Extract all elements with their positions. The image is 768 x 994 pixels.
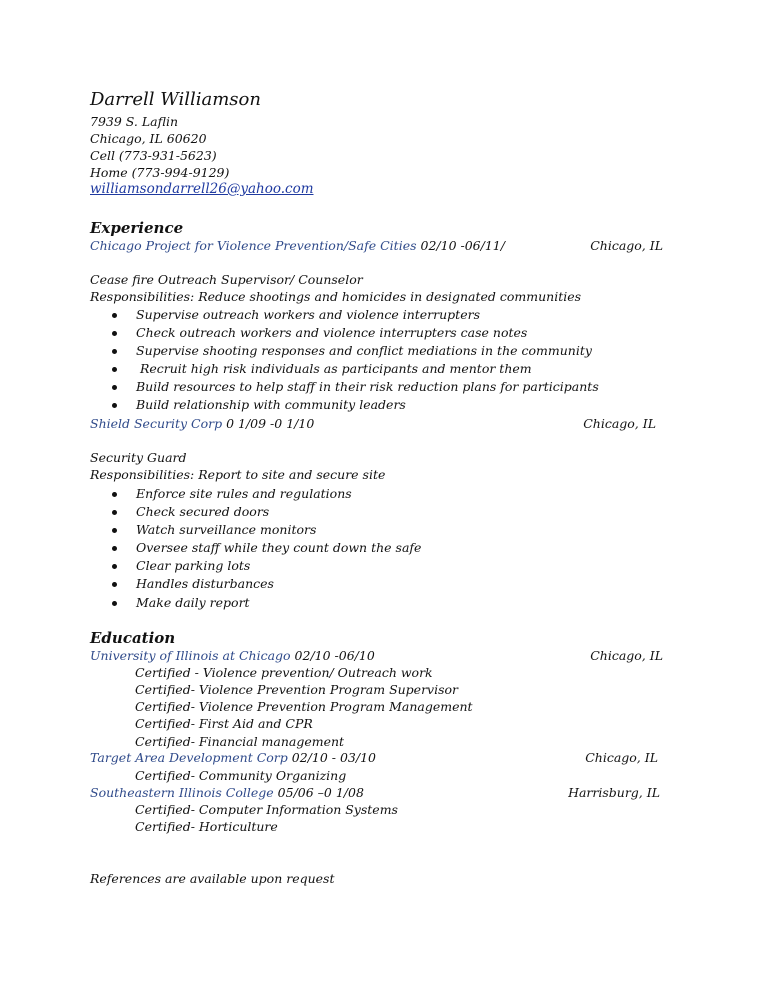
school-2-dates: 02/10 - 03/10 xyxy=(291,750,376,765)
school-3-header xyxy=(90,785,364,800)
home-phone: Home (773-994-9129) xyxy=(90,165,230,180)
bullet-icon xyxy=(112,510,117,515)
bullet-icon xyxy=(112,546,117,551)
school-2-header xyxy=(90,750,376,765)
job-1-bullet-list xyxy=(108,306,599,415)
bullet-icon xyxy=(112,528,117,533)
certification-item: Certified- Computer Information Systems xyxy=(135,802,398,817)
list-item xyxy=(108,521,421,539)
education-heading: Education xyxy=(90,629,176,647)
list-item-text: Check secured doors xyxy=(136,504,270,520)
certification-item: Certified- Community Organizing xyxy=(135,768,347,783)
list-item xyxy=(108,360,599,378)
list-item xyxy=(108,378,599,396)
bullet-icon xyxy=(112,601,117,606)
list-item-text: Make daily report xyxy=(136,594,250,610)
list-item-text: Check outreach workers and violence interrupters case notes xyxy=(136,325,528,341)
school-2-org: Target Area Development Corp xyxy=(90,750,288,765)
list-item-text: Clear parking lots xyxy=(136,558,251,574)
bullet-icon xyxy=(112,582,117,587)
bullet-icon xyxy=(112,492,117,497)
certification-item: Certified- Horticulture xyxy=(135,819,278,834)
certification-item: Certified- Violence Prevention Program Supervisor xyxy=(135,682,459,697)
list-item xyxy=(108,557,421,575)
school-1-dates: 02/10 -06/10 xyxy=(294,648,375,663)
school-3-org: Southeastern Illinois College xyxy=(90,785,274,800)
bullet-icon xyxy=(112,385,117,390)
job-2-responsibilities: Responsibilities: Report to site and secure site xyxy=(90,467,386,482)
school-3-dates: 05/06 –0 1/08 xyxy=(277,785,364,800)
certification-item: Certified- First Aid and CPR xyxy=(135,716,313,731)
list-item-text: Build resources to help staff in their risk reduction plans for participants xyxy=(136,379,599,395)
school-1-location: Chicago, IL xyxy=(590,648,663,663)
list-item-text: Recruit high risk individuals as participants and mentor them xyxy=(136,361,532,377)
school-2-location: Chicago, IL xyxy=(585,750,658,765)
list-item-text: Watch surveillance monitors xyxy=(136,522,317,538)
list-item xyxy=(108,396,599,414)
job-2-dates: 0 1/09 -0 1/10 xyxy=(226,416,315,431)
job-1-org: Chicago Project for Violence Prevention/Safe Cities xyxy=(90,238,417,253)
certification-item: Certified- Financial management xyxy=(135,734,345,749)
list-item xyxy=(108,594,421,612)
job-2-bullet-list xyxy=(108,485,421,612)
list-item-text: Oversee staff while they count down the safe xyxy=(136,540,422,556)
job-1-responsibilities: Responsibilities: Reduce shootings and homicides in designated communities xyxy=(90,289,582,304)
school-3-location: Harrisburg, IL xyxy=(568,785,660,800)
list-item-text: Supervise shooting responses and conflict mediations in the community xyxy=(136,343,592,359)
list-item-text: Handles disturbances xyxy=(136,576,274,592)
address-line-1: 7939 S. Laflin xyxy=(90,114,178,129)
certification-item: Certified- Violence Prevention Program Management xyxy=(135,699,473,714)
job-2-header xyxy=(90,416,314,431)
list-item-text: Enforce site rules and regulations xyxy=(136,486,352,501)
job-1-header xyxy=(90,238,505,253)
list-item xyxy=(108,324,599,342)
job-2-title: Security Guard xyxy=(90,450,187,465)
job-1-dates: 02/10 -06/11/ xyxy=(420,238,505,253)
school-1-header xyxy=(90,648,375,663)
references-note: References are available upon request xyxy=(90,871,335,886)
job-2-org: Shield Security Corp xyxy=(90,416,223,431)
list-item xyxy=(108,342,599,360)
cell-phone: Cell (773-931-5623) xyxy=(90,148,217,163)
list-item xyxy=(108,503,421,521)
list-item xyxy=(108,539,421,557)
bullet-icon xyxy=(112,349,117,354)
bullet-icon xyxy=(112,403,117,408)
list-item-text: Supervise outreach workers and violence interrupters xyxy=(136,307,480,322)
bullet-icon xyxy=(112,564,117,569)
school-1-org: University of Illinois at Chicago xyxy=(90,648,291,663)
job-2-location: Chicago, IL xyxy=(583,416,656,431)
candidate-name: Darrell Williamson xyxy=(90,89,261,110)
bullet-icon xyxy=(112,331,117,336)
list-item xyxy=(108,575,421,593)
address-line-2: Chicago, IL 60620 xyxy=(90,131,207,146)
job-1-location: Chicago, IL xyxy=(590,238,663,253)
experience-heading: Experience xyxy=(90,219,184,237)
job-1-title: Cease fire Outreach Supervisor/ Counselor xyxy=(90,272,363,287)
list-item-text: Build relationship with community leaders xyxy=(136,397,406,413)
email-link[interactable]: williamsondarrell26@yahoo.com xyxy=(90,181,314,197)
certification-item: Certified - Violence prevention/ Outreach work xyxy=(135,665,433,680)
bullet-icon xyxy=(112,313,117,318)
list-item xyxy=(108,306,599,324)
bullet-icon xyxy=(112,367,117,372)
list-item xyxy=(108,485,421,503)
